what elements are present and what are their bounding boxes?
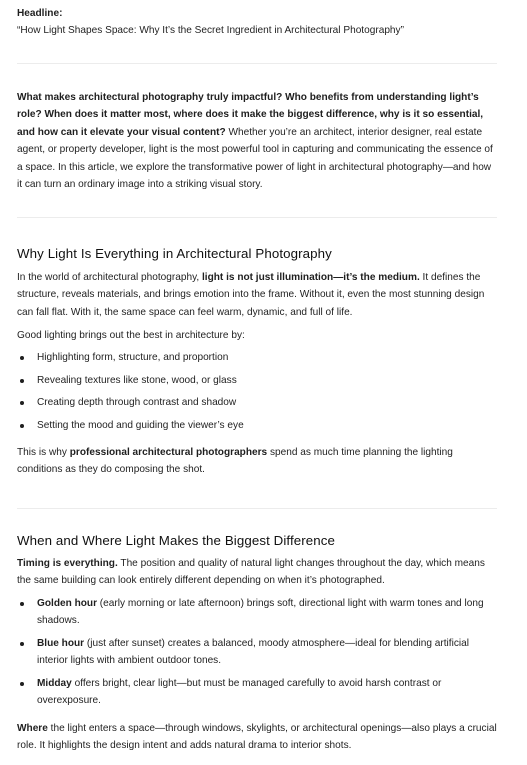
list-item: Revealing textures like stone, wood, or glass [17,372,497,395]
section-2-bullet-list [17,595,497,714]
list-item [17,635,497,670]
section-2-paragraph-2 [17,720,497,755]
section-1-bullet-list [17,349,497,439]
section-1-paragraph-2: Good lighting brings out the best in architecture by: [17,330,245,341]
bullet-bold: Golden hour [37,598,97,609]
bullet-bold: Midday [37,677,72,689]
s2-p2-bold: Where [17,723,48,734]
s2-p1-rest: The position and quality of natural light changes throughout the day, which means the same building can look entirely different depending on when it’s photographed. [17,558,485,587]
s1-p3-a: This is why [17,447,70,458]
headline-text: “How Light Shapes Space: Why It’s the Secret Ingredient in Architectural Photography” [17,25,404,36]
headline-label: Headline: [17,8,63,19]
intro-text: Whether you’re an architect, interior designer, real estate agent, or property developer, light is the most powerful tool in capturing and communicating the essence of a space. In this article, we explore the transformative power of light in architectural photography—and how it can turn an ordinary image into a striking visual story. [17,126,493,191]
divider [17,63,497,64]
s2-p2-rest: the light enters a space—through windows, skylights, or architectural openings—also plays a crucial role. It highlights the design intent and adds natural drama to interior shots. [17,723,497,752]
section-2-title: When and Where Light Makes the Biggest Difference [17,533,336,548]
section-2-paragraph-1 [17,555,497,590]
section-1-paragraph-3 [17,444,497,479]
list-item: Setting the mood and guiding the viewer’s eye [17,417,497,440]
s2-p1-bold: Timing is everything. [17,558,118,569]
bullet-text: (early morning or late afternoon) brings soft, directional light with warm tones and long shadows. [37,598,484,627]
section-1-paragraph-1 [17,269,497,321]
divider [17,508,497,509]
list-item: Highlighting form, structure, and proportion [17,349,497,372]
bullet-text: offers bright, clear light—but must be managed carefully to avoid harsh contrast or overexposure. [37,677,442,707]
list-item [17,595,497,630]
list-item: Creating depth through contrast and shadow [17,394,497,417]
section-1-title: Why Light Is Everything in Architectural Photography [17,246,332,261]
list-item [17,675,497,710]
divider [17,217,497,218]
s1-p3-b: spend as much time planning the lighting conditions as they do composing the shot. [17,447,453,476]
bullet-bold: Blue hour [37,637,85,649]
s1-p1-b: It defines the structure, reveals materials, and brings emotion into the frame. Without it, even the most stunning design can fall flat. With it, the same space can feel warm, dynamic, and full of life. [17,272,485,318]
s1-p3-bold: professional architectural photographers [69,447,268,458]
bullet-text: (just after sunset) creates a balanced, moody atmosphere—ideal for blending artificial interior lights with ambient outdoor tones. [37,637,469,667]
intro-bold: What makes architectural photography truly impactful? Who benefits from understanding light’s role? When does it matter most, where does it make the biggest difference, why is it so essential, and how can it elevate your visual content? [17,92,484,138]
intro-paragraph [17,89,497,193]
s1-p1-bold: light is not just illumination—it’s the medium. [201,272,420,283]
s1-p1-a: In the world of architectural photography, [17,272,202,283]
